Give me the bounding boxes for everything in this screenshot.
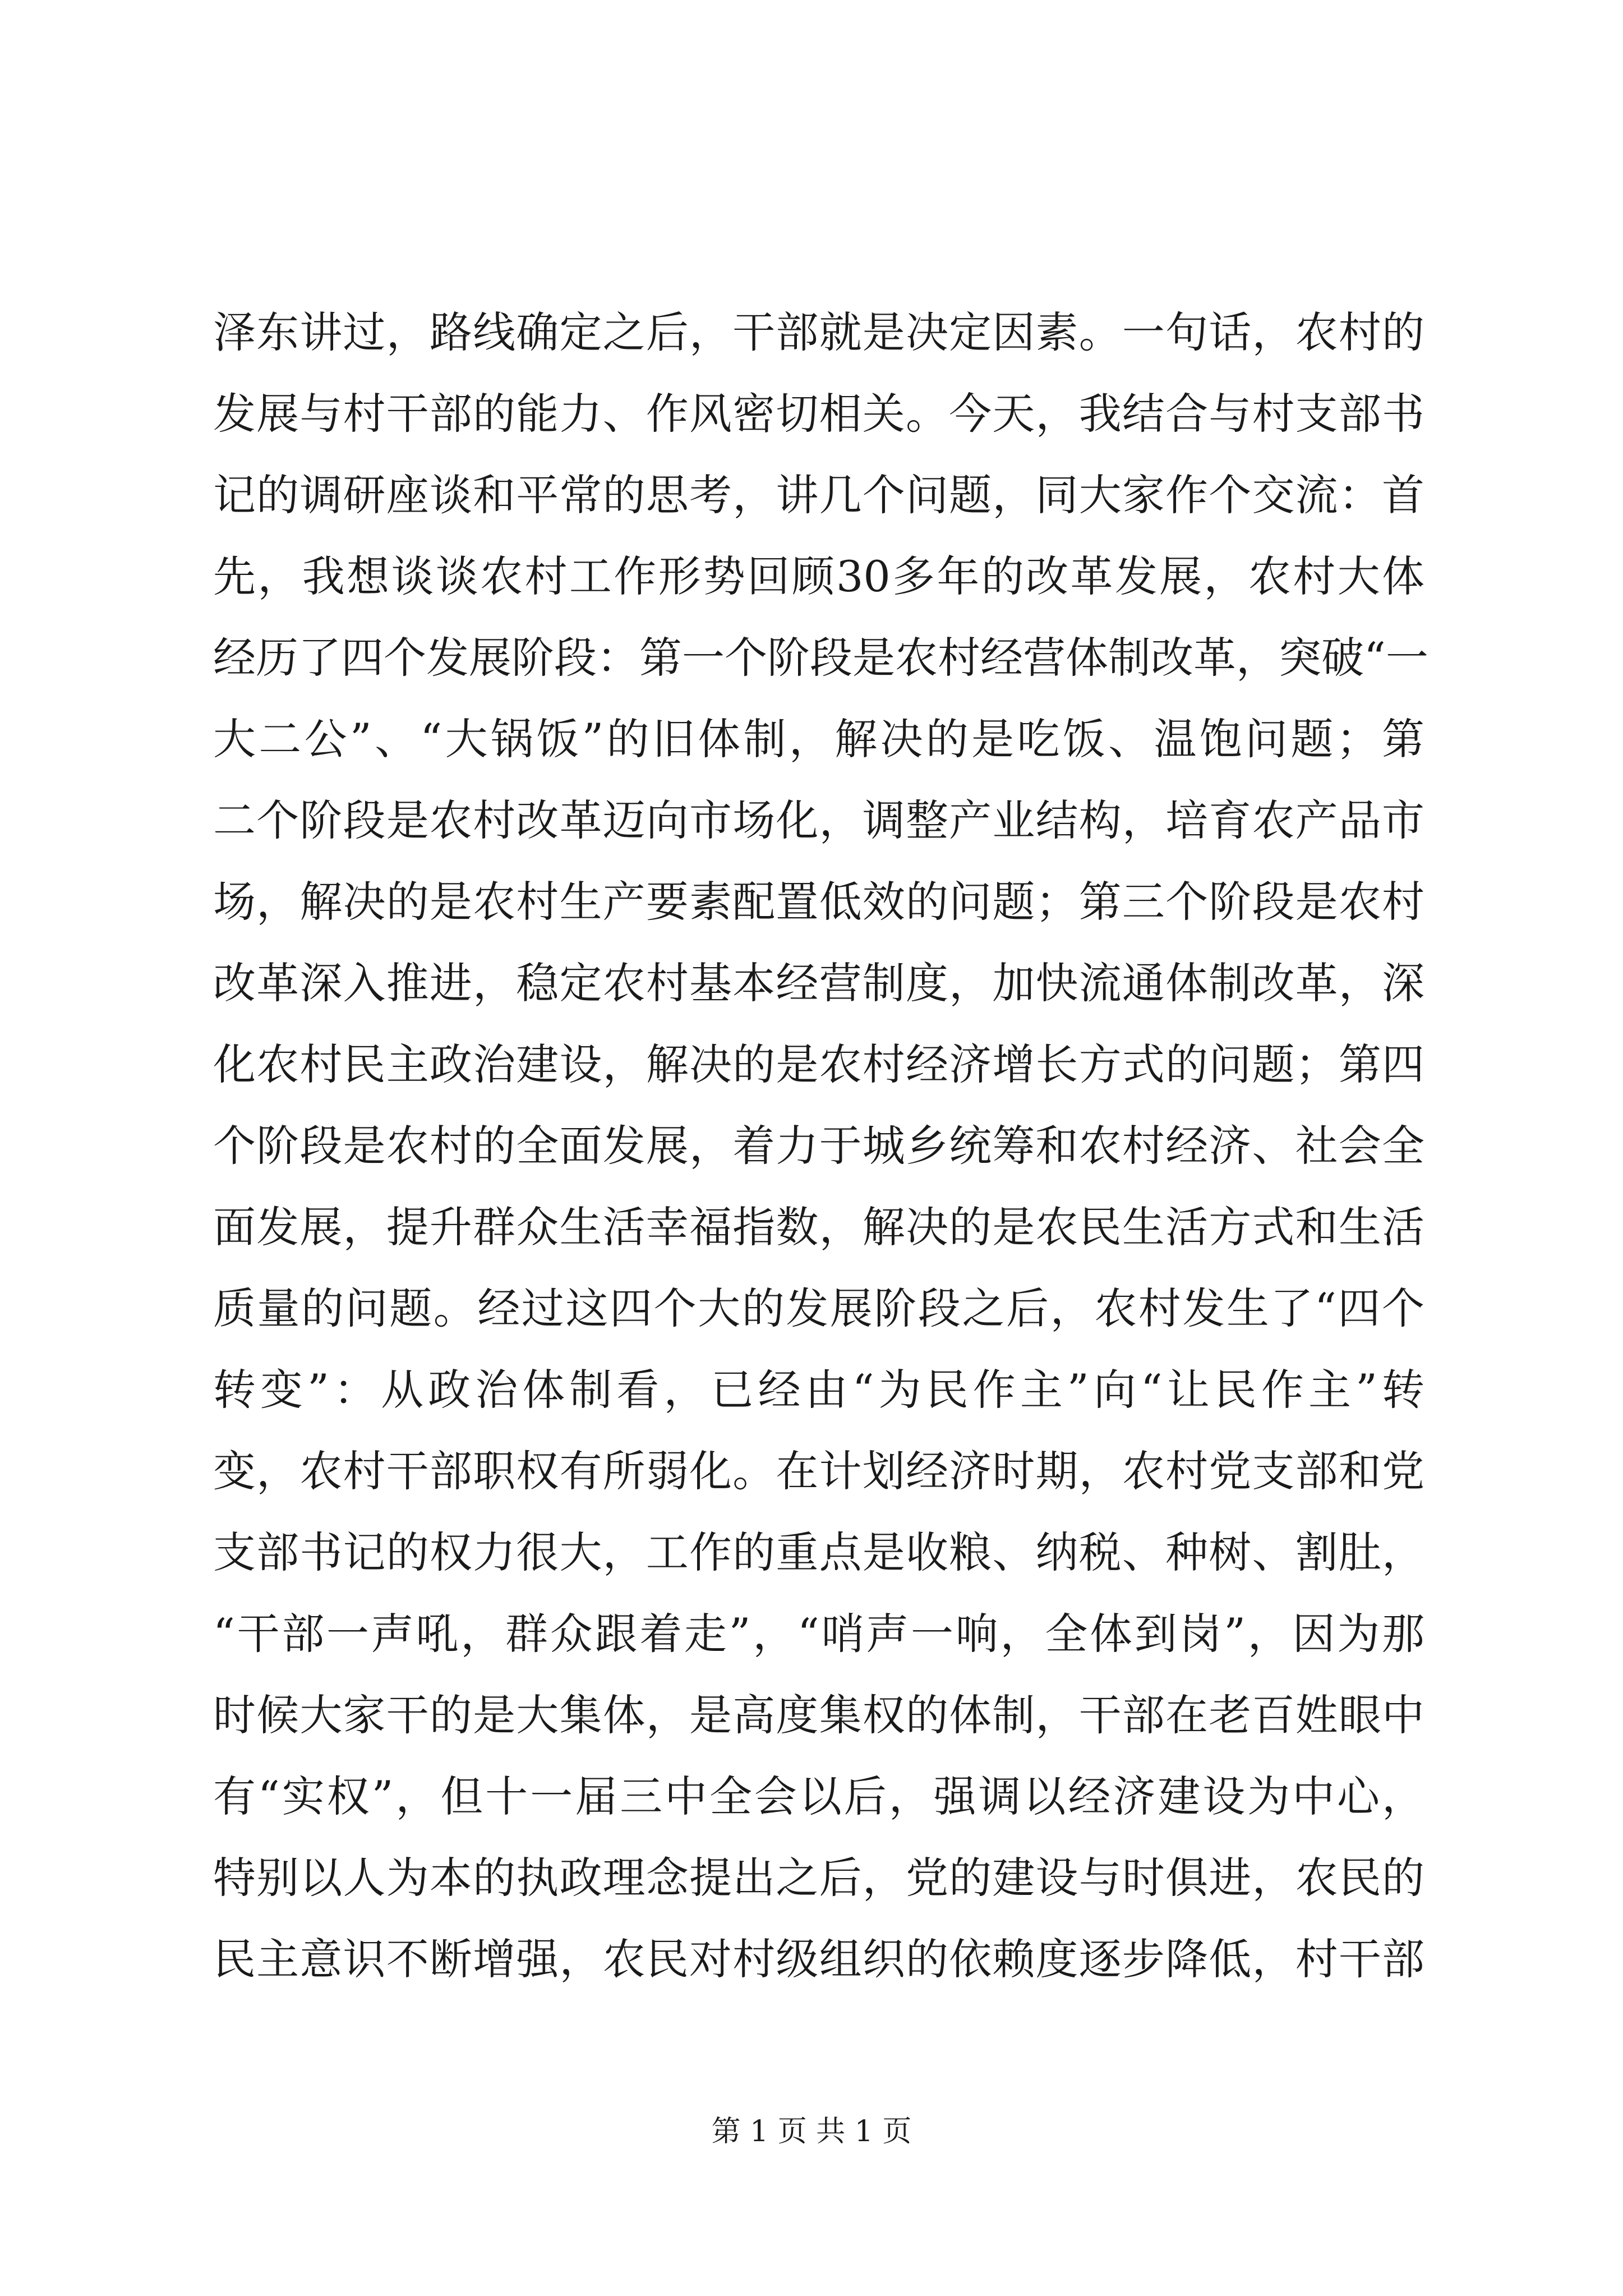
text-line: 经历了四个发展阶段：第一个阶段是农村经营体制改革，突破“一 bbox=[213, 633, 1428, 683]
page-number-label: 第 1 页 共 1 页 bbox=[711, 2115, 912, 2148]
text-line: “干部一声吼，群众跟着走”，“哨声一响，全体到岗”，因为那 bbox=[213, 1609, 1424, 1659]
text-line: 特别以人为本的执政理念提出之后，党的建设与时俱进，农民的 bbox=[213, 1853, 1424, 1903]
text-line: 时候大家干的是大集体，是高度集权的体制，干部在老百姓眼中 bbox=[213, 1690, 1424, 1740]
text-line: 场，解决的是农村生产要素配置低效的问题；第三个阶段是农村 bbox=[213, 877, 1424, 927]
text-line: 转变”：从政治体制看，已经由“为民作主”向“让民作主”转 bbox=[213, 1365, 1424, 1415]
text-line: 发展与村干部的能力、作风密切相关。今天，我结合与村支部书 bbox=[213, 389, 1424, 439]
text-line: 大二公”、“大锅饭”的旧体制，解决的是吃饭、温饱问题；第 bbox=[213, 714, 1424, 764]
text-line: 民主意识不断增强，农民对村级组织的依赖度逐步降低，村干部 bbox=[213, 1934, 1424, 1984]
text-line: 二个阶段是农村改革迈向市场化，调整产业结构，培育农产品市 bbox=[213, 795, 1424, 845]
text-line: 支部书记的权力很大，工作的重点是收粮、纳税、种树、割肚， bbox=[213, 1527, 1424, 1577]
text-line: 变，农村干部职权有所弱化。在计划经济时期，农村党支部和党 bbox=[213, 1446, 1424, 1496]
text-line: 记的调研座谈和平常的思考，讲几个问题，同大家作个交流：首 bbox=[213, 470, 1424, 520]
text-line: 质量的问题。经过这四个大的发展阶段之后，农村发生了“四个 bbox=[213, 1283, 1424, 1333]
text-line: 化农村民主政治建设，解决的是农村经济增长方式的问题；第四 bbox=[213, 1039, 1424, 1089]
text-line: 个阶段是农村的全面发展，着力于城乡统筹和农村经济、社会全 bbox=[213, 1121, 1424, 1171]
text-line: 泽东讲过，路线确定之后，干部就是决定因素。一句话，农村的 bbox=[213, 307, 1424, 357]
text-line: 改革深入推进，稳定农村基本经营制度，加快流通体制改革，深 bbox=[213, 958, 1424, 1008]
text-line: 先，我想谈谈农村工作形势回顾30多年的改革发展，农村大体 bbox=[213, 551, 1424, 601]
body-paragraph bbox=[213, 292, 1428, 2000]
text-line: 有“实权”，但十一届三中全会以后，强调以经济建设为中心， bbox=[213, 1772, 1424, 1821]
text-line: 面发展，提升群众生活幸福指数，解决的是农民生活方式和生活 bbox=[213, 1202, 1424, 1252]
page-footer bbox=[0, 2112, 1623, 2151]
